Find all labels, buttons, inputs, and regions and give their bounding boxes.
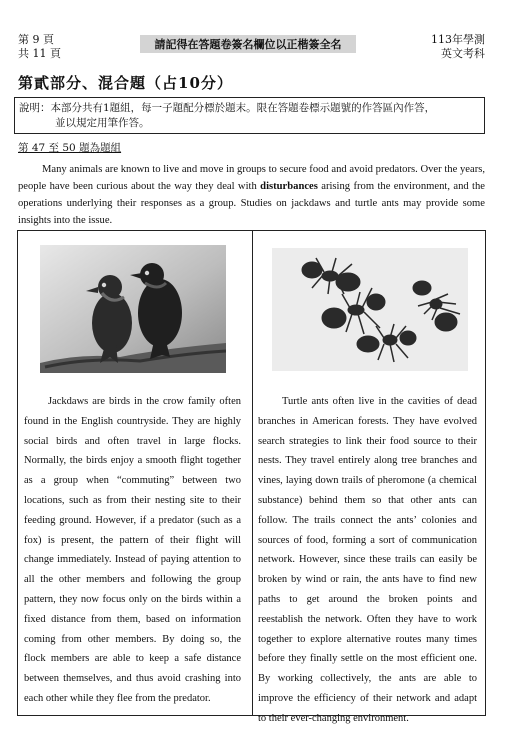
page-number	[18, 33, 61, 61]
question-range: 第 47 至 50 題為題組	[18, 142, 122, 154]
exam-year-label: 113年學測	[431, 33, 485, 46]
intro-paragraph	[18, 161, 485, 229]
exam-info	[431, 33, 485, 61]
instructions-line-2: 並以規定用筆作答。	[55, 117, 150, 129]
jackdaws-column	[24, 392, 241, 709]
intro-text-start: Many animals are known to live and move in groups to secure food and avoid predators. Over the years, people have been curious about the way they deal with	[18, 164, 485, 192]
section-title: 第貳部分、混合題（占10分）	[18, 74, 233, 92]
instructions-box	[14, 97, 485, 134]
page-total-label: 共 11 頁	[18, 47, 61, 60]
signature-notice-banner: 請記得在答題卷簽名欄位以正楷簽全名	[140, 35, 356, 53]
turtle-ants-photo	[272, 248, 468, 371]
intro-text-end: arising from the environment, and the operations underlying their responses as a group. Studies on jackdaws and turtle ants may provide some insights into the issue.	[18, 181, 485, 226]
turtle-ants-column	[258, 392, 477, 729]
jackdaws-paragraph: Jackdaws are birds in the crow family often found in the English countryside. They are highly social birds and often travel in large flocks. Normally, the birds enjoy a smooth flight together as a group when “commuting” between two locations, such as from their nesting site to their feeding ground. However, if a predator (such as a fox) is present, the pattern of their flight will change immediately. Instead of paying attention to all the other members and following the group pattern, they now focus only on the birds within a fixed distance from them, based on information coming from other members. By doing so, the flock members are able to keep a safe distance between themselves, and thus avoid crashing into each other while they flee from the predator.	[24, 396, 241, 704]
instructions-line-1: 說明：本部分共有1題組，每一子題配分標於題末。限在答題卷標示題號的作答區內作答，	[19, 102, 436, 114]
intro-keyword: disturbances	[260, 181, 318, 192]
jackdaws-photo	[40, 245, 226, 373]
page-num-label: 第 9 頁	[18, 33, 54, 46]
column-divider	[252, 230, 253, 716]
turtle-ants-paragraph: Turtle ants often live in the cavities of dead branches in American forests. They have evolved search strategies to link their food source to their nests. They travel entirely along tree branches and vines, laying down trails of pheromone (a chemical substance) behind them so that other ants can follow. The trails connect the ants’ colonies and sources of food, forming a sort of communication network. However, since these trails can easily be broken by wind or rain, the ants have to find new paths to get around the broken points and reestablish the network. Often they have to work together to explore alternative routes many times before they finally settle on the most efficient one. By working collectively, the ants are able to improve the efficiency of their network and adapt to their ever-changing environment.	[258, 396, 477, 724]
subject-label: 英文考科	[441, 47, 485, 60]
